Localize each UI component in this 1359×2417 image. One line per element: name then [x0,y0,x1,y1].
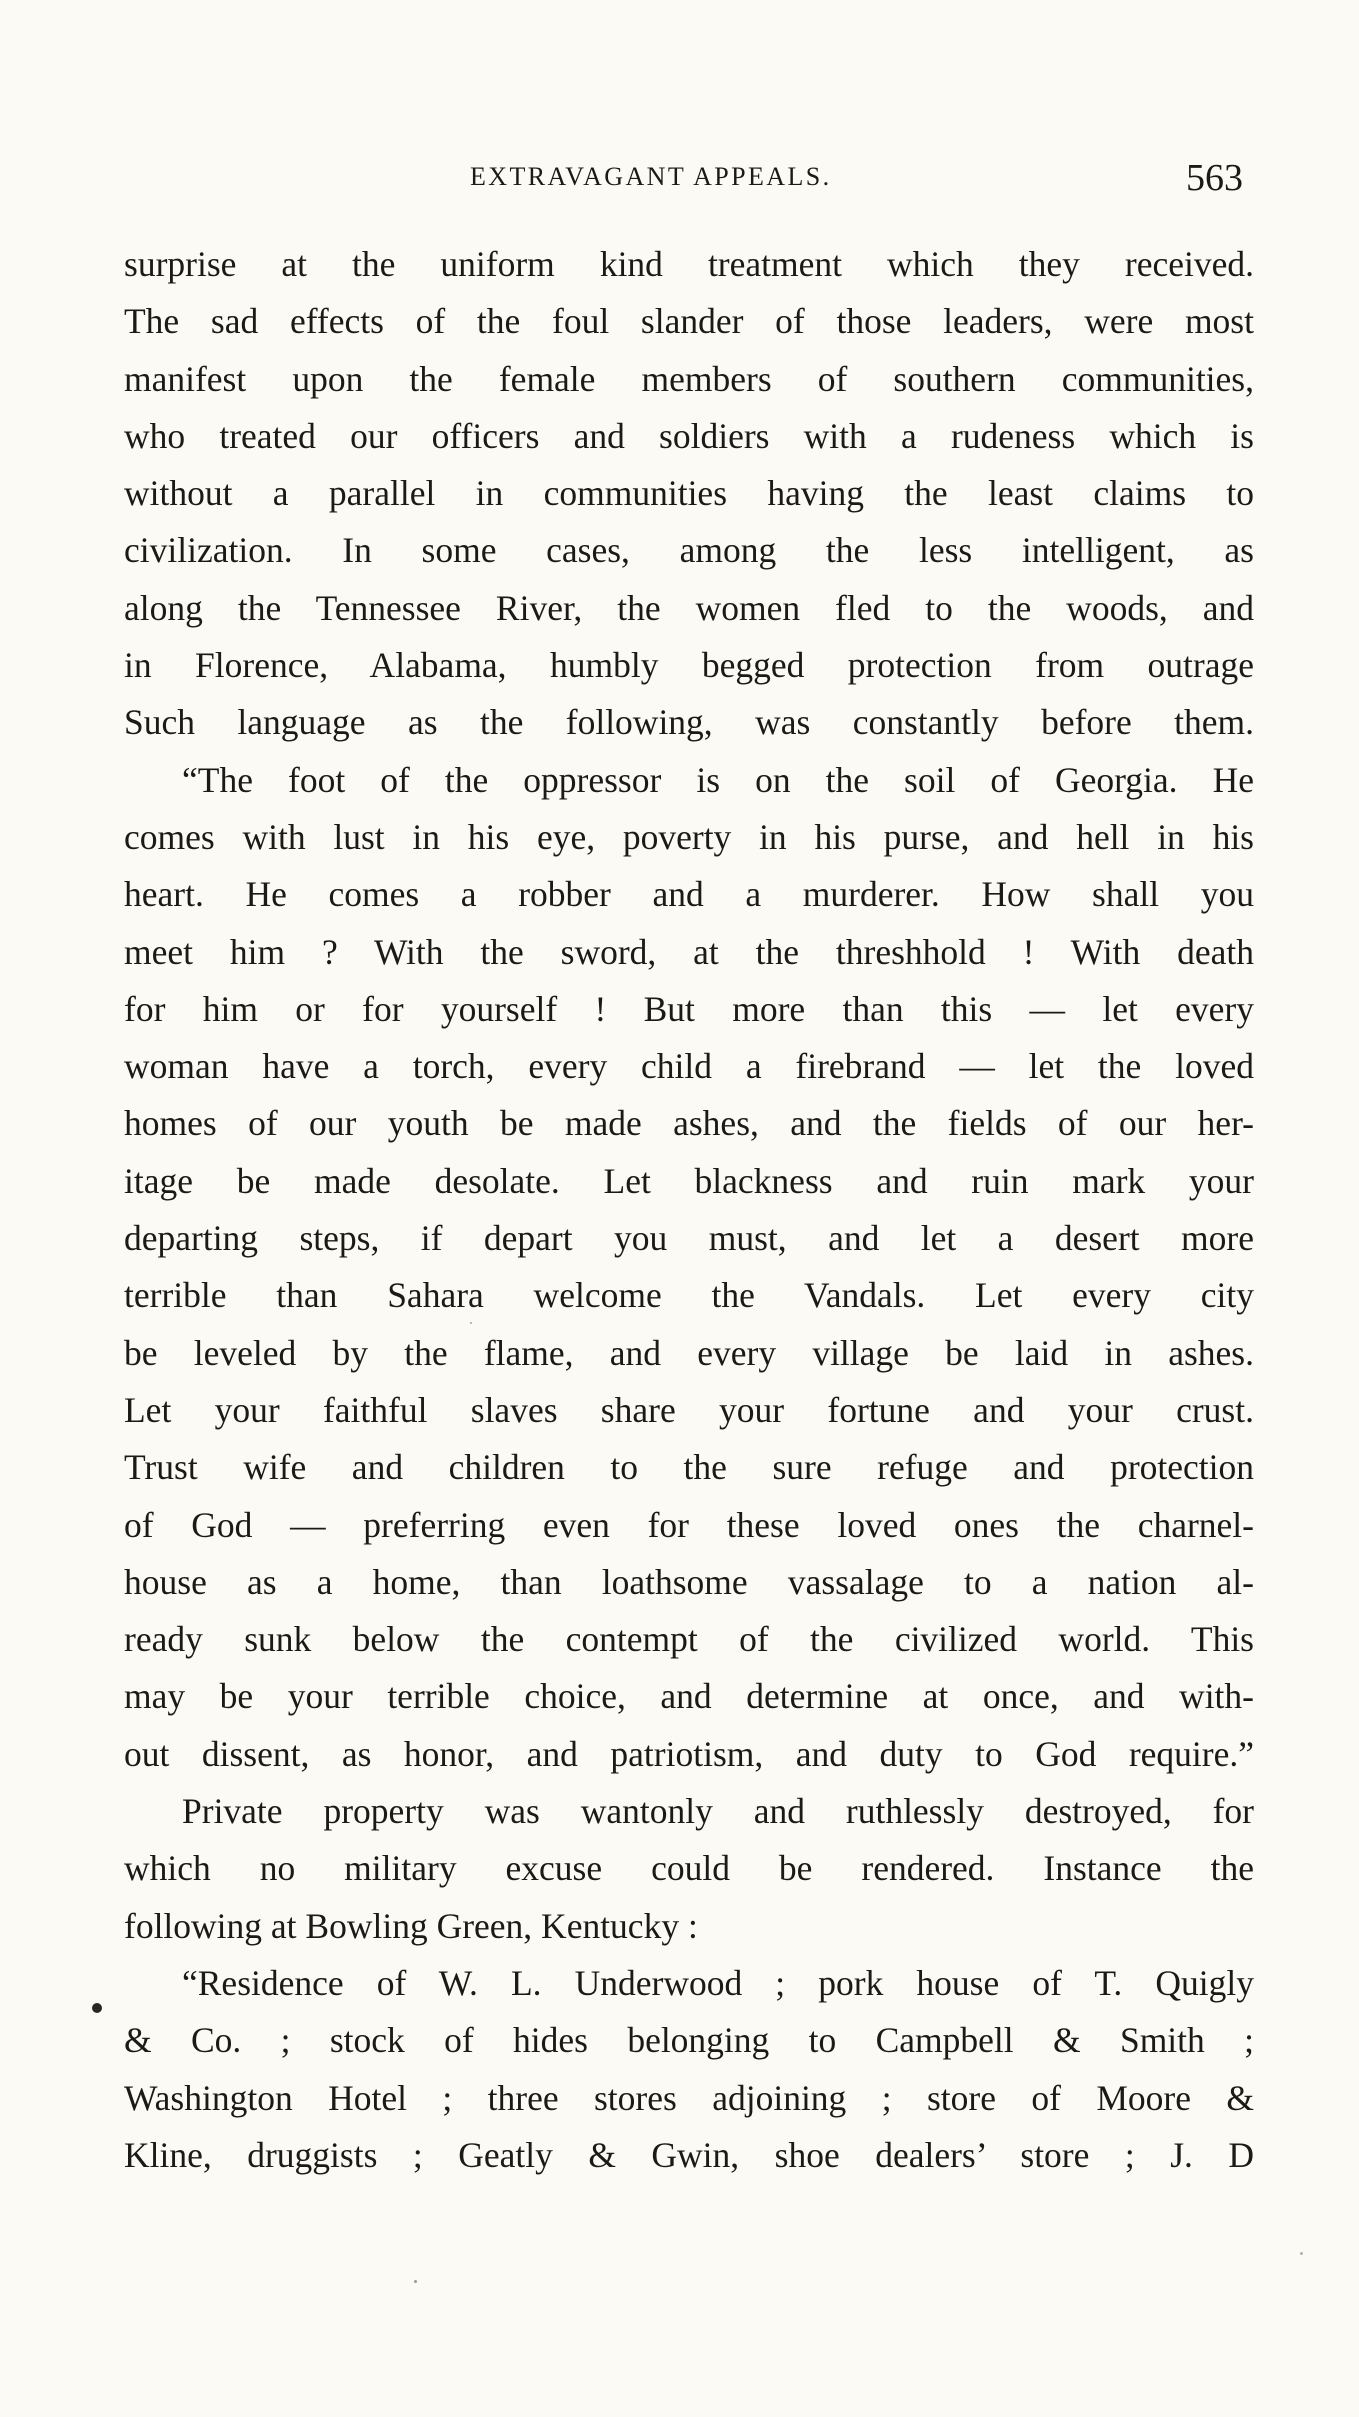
text-line: civilization. In some cases, among the less intelligent, as [124,530,1254,571]
text-line: ready sunk below the contempt of the civilized world. This [124,1619,1254,1660]
paragraph-1 [124,236,1254,752]
paper-speck [414,2280,417,2283]
text-line: “Residence of W. L. Underwood ; pork house of T. Quigly [182,1962,1254,2003]
text-line: along the Tennessee River, the women fled to the woods, and [124,587,1254,628]
running-head [0,158,1359,208]
text-line: heart. He comes a robber and a murderer. How shall you [124,874,1254,915]
text-line: who treated our officers and soldiers with a rudeness which is [124,415,1254,456]
text-line: homes of our youth be made ashes, and the fields of our her- [124,1103,1254,1144]
body-text [124,236,1254,2184]
ink-spot [92,2003,102,2013]
text-line: Washington Hotel ; three stores adjoining ; store of Moore & [124,2077,1254,2118]
text-line: following at Bowling Green, Kentucky : [124,1905,698,1946]
text-line: & Co. ; stock of hides belonging to Campbell & Smith ; [124,2020,1254,2061]
text-line: meet him ? With the sword, at the threshhold ! With death [124,931,1254,972]
text-line: terrible than Sahara welcome the Vandals. Let every city [124,1275,1254,1316]
text-line: house as a home, than loathsome vassalage to a nation al- [124,1561,1254,1602]
text-line: of God — preferring even for these loved ones the charnel- [124,1504,1254,1545]
text-line: The sad effects of the foul slander of those leaders, were most [124,301,1254,342]
page-number: 563 [1186,157,1243,199]
paper-speck [470,1322,472,1324]
text-line: “The foot of the oppressor is on the soil of Georgia. He [182,759,1254,800]
text-line: in Florence, Alabama, humbly begged protection from outrage [124,645,1254,686]
text-line: comes with lust in his eye, poverty in his purse, and hell in his [124,816,1254,857]
paper-speck [1300,2252,1303,2255]
text-line: Kline, druggists ; Geatly & Gwin, shoe dealers’ store ; J. D [124,2134,1254,2175]
text-line: departing steps, if depart you must, and let a desert more [124,1218,1254,1259]
text-line: itage be made desolate. Let blackness and ruin mark your [124,1160,1254,1201]
text-line: for him or for yourself ! But more than this — let every [124,988,1254,1029]
text-line: which no military excuse could be rendered. Instance the [124,1848,1254,1889]
text-line: be leveled by the flame, and every village be laid in ashes. [124,1332,1254,1373]
text-line: Trust wife and children to the sure refuge and protection [124,1447,1254,1488]
text-line: woman have a torch, every child a firebrand — let the loved [124,1046,1254,1087]
text-line: Let your faithful slaves share your fortune and your crust. [124,1389,1254,1430]
text-line: Private property was wantonly and ruthlessly destroyed, for [182,1791,1254,1832]
text-line: without a parallel in communities having the least claims to [124,473,1254,514]
text-line: out dissent, as honor, and patriotism, and duty to God require.” [124,1733,1254,1774]
text-line: may be your terrible choice, and determine at once, and with- [124,1676,1254,1717]
paragraph-3 [124,1783,1254,1955]
text-line: surprise at the uniform kind treatment which they received. [124,244,1254,284]
paragraph-2-quotation [124,752,1254,1783]
text-line: manifest upon the female members of southern communities, [124,358,1254,399]
running-title: EXTRAVAGANT APPEALS. [470,162,832,191]
paragraph-4-quotation [124,1955,1254,2184]
text-line: Such language as the following, was constantly before them. [124,702,1254,743]
